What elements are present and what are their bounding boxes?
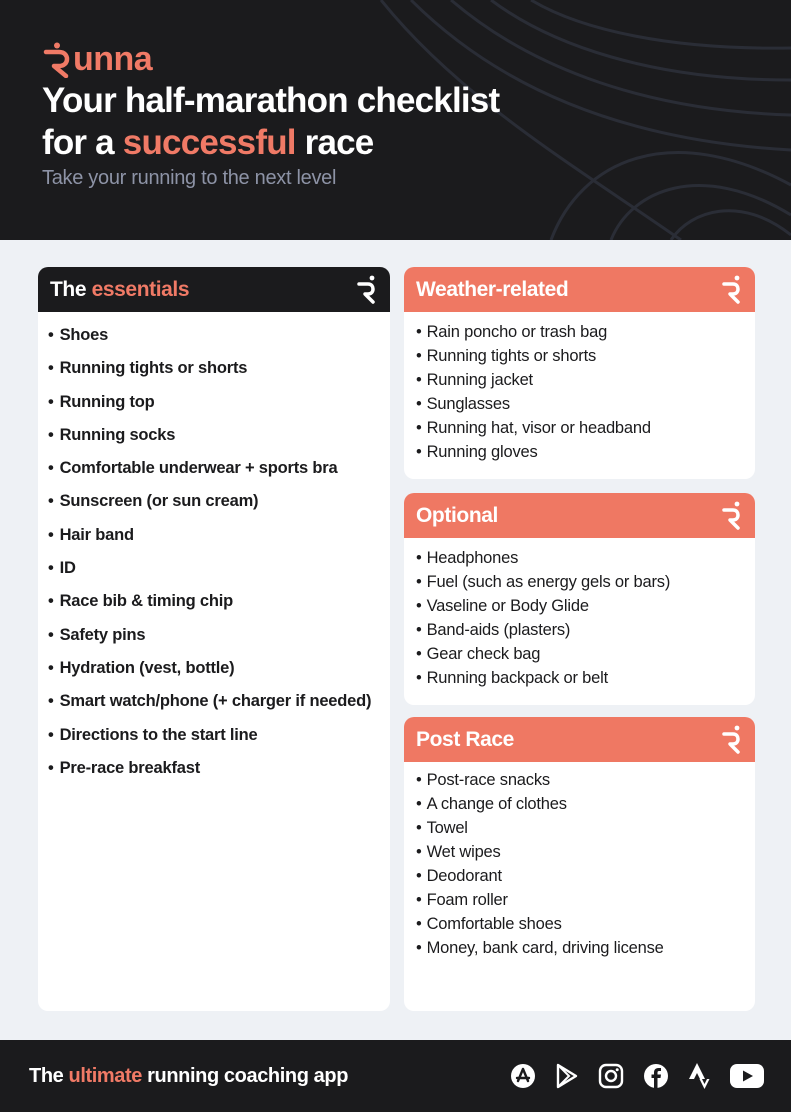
google-play-icon[interactable]: [555, 1063, 579, 1089]
list-item: • Running gloves: [416, 440, 755, 464]
title-post: race: [295, 123, 374, 162]
title-line-1: Your half-marathon checklist: [42, 81, 500, 120]
list-item: • Running jacket: [416, 368, 755, 392]
list-item: • Fuel (such as energy gels or bars): [416, 570, 755, 594]
list-item: • Band-aids (plasters): [416, 618, 755, 642]
list-item: • Comfortable shoes: [416, 912, 755, 936]
instagram-icon[interactable]: [598, 1063, 624, 1089]
list-item: • ID: [48, 557, 390, 590]
essentials-list: [38, 312, 390, 790]
list-item: • Rain poncho or trash bag: [416, 320, 755, 344]
runna-logo: [42, 40, 152, 79]
list-item: • Vaseline or Body Glide: [416, 594, 755, 618]
essentials-title-accent: essentials: [91, 277, 190, 301]
list-item: • Directions to the start line: [48, 724, 390, 757]
weather-list: [404, 312, 755, 464]
post-race-list: [404, 762, 755, 960]
post-race-header: [404, 717, 755, 762]
list-item: • Post-race snacks: [416, 768, 755, 792]
list-item: • Towel: [416, 816, 755, 840]
list-item: • Running tights or shorts: [416, 344, 755, 368]
title-accent: successful: [122, 123, 296, 162]
page-title: [42, 80, 499, 164]
list-item: • Comfortable underwear + sports bra: [48, 457, 390, 490]
post-race-card: [404, 717, 755, 1011]
page-subtitle: Take your running to the next level: [42, 167, 337, 189]
weather-card: [404, 267, 755, 479]
list-item: • A change of clothes: [416, 792, 755, 816]
list-item: • Hydration (vest, bottle): [48, 657, 390, 690]
weather-title: Weather-related: [416, 277, 569, 301]
list-item: • Gear check bag: [416, 642, 755, 666]
list-item: • Smart watch/phone (+ charger if needed): [48, 690, 390, 723]
optional-card: [404, 493, 755, 705]
header-banner: [0, 0, 791, 240]
list-item: • Wet wipes: [416, 840, 755, 864]
title-pre: for a: [42, 123, 123, 162]
title-line-2: [42, 122, 499, 164]
list-item: • Foam roller: [416, 888, 755, 912]
list-item: • Running socks: [48, 424, 390, 457]
essentials-title-pre: The: [50, 277, 87, 301]
runna-r-icon: [721, 725, 743, 755]
optional-title: Optional: [416, 503, 498, 527]
essentials-header: [38, 267, 390, 312]
list-item: • Shoes: [48, 324, 390, 357]
youtube-icon[interactable]: [729, 1063, 765, 1089]
list-item: • Safety pins: [48, 624, 390, 657]
list-item: • Deodorant: [416, 864, 755, 888]
list-item: • Hair band: [48, 524, 390, 557]
list-item: • Sunscreen (or sun cream): [48, 490, 390, 523]
list-item: • Headphones: [416, 546, 755, 570]
strava-icon[interactable]: [688, 1062, 710, 1090]
footer-tagline: [29, 1065, 348, 1088]
logo-text: unna: [73, 40, 153, 78]
list-item: • Running hat, visor or headband: [416, 416, 755, 440]
post-race-title: Post Race: [416, 727, 514, 751]
optional-list: [404, 538, 755, 690]
list-item: • Pre-race breakfast: [48, 757, 390, 790]
app-store-icon[interactable]: [510, 1063, 536, 1089]
facebook-icon[interactable]: [643, 1063, 669, 1089]
list-item: • Money, bank card, driving license: [416, 936, 755, 960]
social-icons: [491, 1062, 765, 1090]
runna-r-icon: [356, 275, 378, 305]
runna-r-icon: [721, 275, 743, 305]
weather-header: [404, 267, 755, 312]
runna-r-icon: [721, 501, 743, 531]
tagline-accent: ultimate: [68, 1064, 142, 1087]
list-item: • Running backpack or belt: [416, 666, 755, 690]
essentials-card: [38, 267, 390, 1011]
optional-header: [404, 493, 755, 538]
list-item: • Race bib & timing chip: [48, 590, 390, 623]
list-item: • Sunglasses: [416, 392, 755, 416]
footer: [0, 1040, 791, 1112]
tagline-post: running coaching app: [142, 1064, 349, 1087]
list-item: • Running tights or shorts: [48, 357, 390, 390]
tagline-pre: The: [29, 1064, 69, 1087]
list-item: • Running top: [48, 391, 390, 424]
runna-r-logo-icon: [42, 42, 72, 78]
